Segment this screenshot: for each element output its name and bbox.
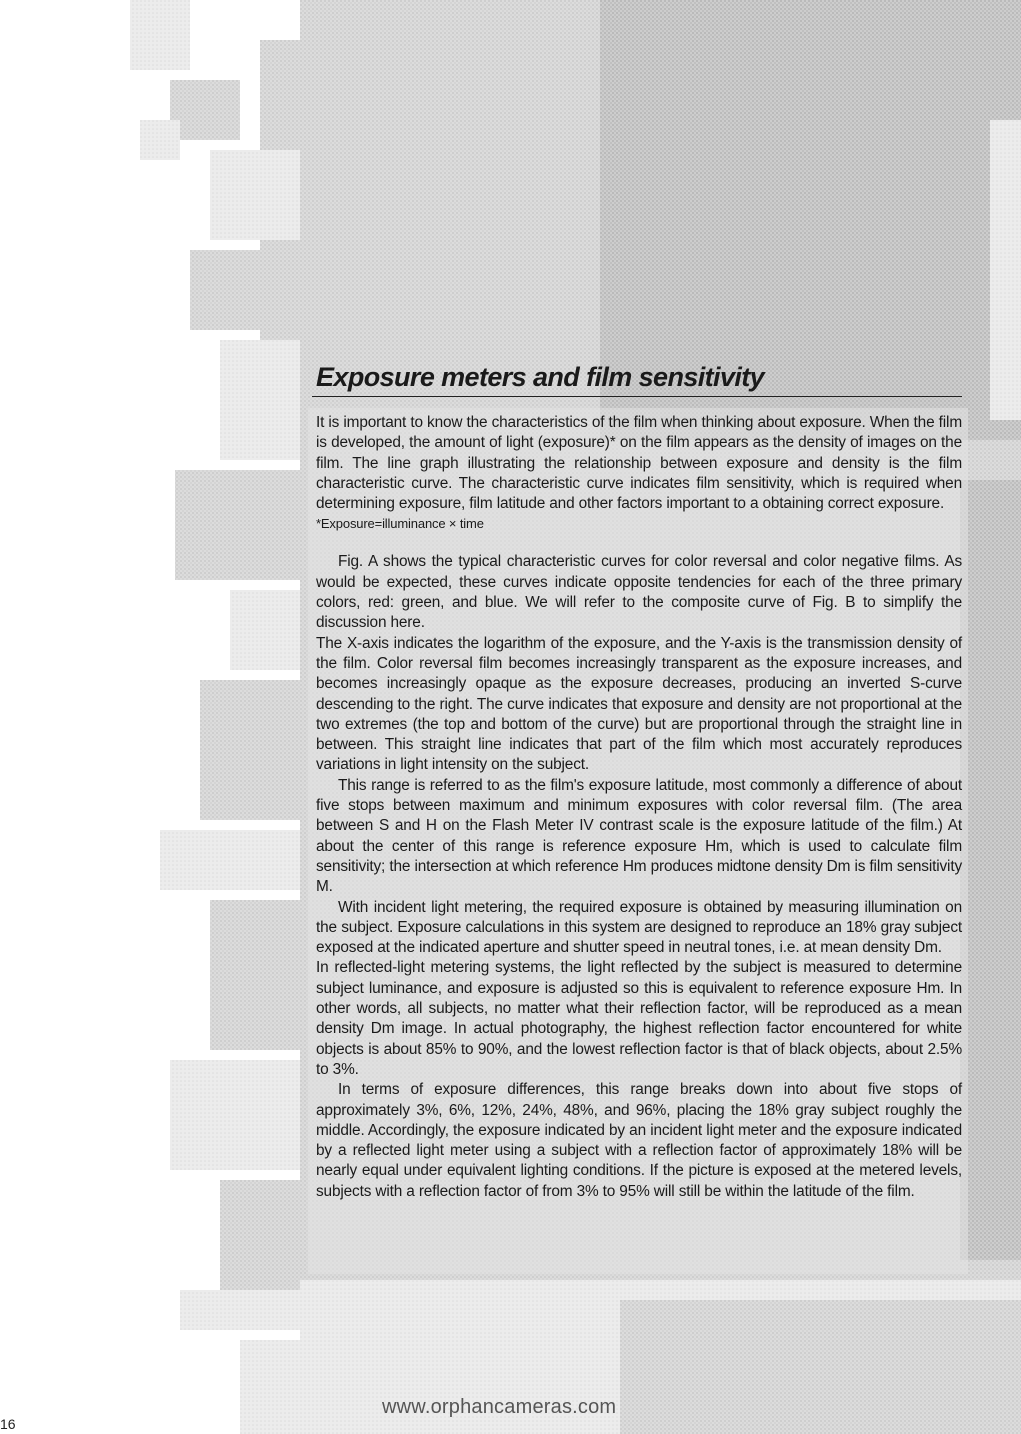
article-body	[316, 413, 962, 1202]
page-title: Exposure meters and film sensitivity	[316, 362, 765, 392]
paragraph-reflected-metering: In reflected-light metering systems, the light reflected by the subject is measured to determine subject luminance, and exposure is adjusted so this is equivalent to reference exposure Hm. In other words, all subjects, no matter what their reflection factor, will be reproduced as a mean density Dm image. In actual photography, the highest reflection factor encountered for white objects is about 85% to 90%, and the lowest reflection factor is that of black objects, about 2.5% to 3%.	[316, 959, 962, 1078]
paragraph-exposure-differences: In terms of exposure differences, this range breaks down into about five stops of approximately 3%, 6%, 12%, 24%, 48%, and 96%, placing the 18% gray subject roughly the middle. Accordingly, the exposure indicated by an incident light meter and the exposure indicated by a reflected light meter using a subject with a reflection factor of approximately 18% will be nearly equal under equivalent lighting conditions. If the picture is exposed at the metered levels, subjects with a reflection factor of from 3% to 95% will still be within the latitude of the film.	[316, 1081, 962, 1200]
title-underline	[312, 396, 962, 397]
paragraph-latitude: This range is referred to as the film's exposure latitude, most commonly a difference of about five stops between maximum and minimum exposures with color reversal film. (The area between S and H on the Flash Meter IV contrast scale is the exposure latitude of the film.) At about the center of this range is reference exposure Hm, which is used to calculate film sensitivity; the intersection at which reference Hm produces midtone density Dm is film sensitivity M.	[316, 776, 962, 896]
paragraph-intro: It is important to know the characteristics of the film when thinking about exposure. When the film is developed, the amount of light (exposure)* on the film appears as the density of images on the film. The line graph illustrating the relationship between exposure and density is the film characteristic curve. The characteristic curve indicates film sensitivity, which is required when determining exposure, film latitude and other factors important to a obtaining correct exposure.	[316, 414, 962, 513]
paragraph-fig-a: Fig. A shows the typical characteristic curves for color reversal and color negative films. As would be expected, these curves indicate opposite tendencies for each of the three primary colors, red: green, and blue. We will refer to the composite curve of Fig. B to simplify the discussion here.	[316, 553, 962, 632]
paragraph-incident-metering: With incident light metering, the required exposure is obtained by measuring illumination on the subject. Exposure calculations in this system are designed to reproduce an 18% gray subject exposed at the indicated aperture and shutter speed in neutral tones, i.e. at mean density Dm.	[316, 898, 962, 957]
title-block	[312, 360, 962, 397]
paragraph-axis: The X-axis indicates the logarithm of the exposure, and the Y-axis is the transmission density of the film. Color reversal film becomes increasingly transparent as the exposure increases, and becomes increasingly opaque as the exposure decreases, producing an inverted S-curve descending to the right. The curve indicates that exposure and density are not proportional at the two extremes (the top and bottom of the curve) but are proportional through the straight line in between. This straight line indicates that part of the film which most accurately reproduces variations in light intensity on the subject.	[316, 634, 962, 774]
website-watermark: www.orphancameras.com	[382, 1396, 617, 1418]
footnote-exposure: *Exposure=illuminance × time	[316, 516, 484, 532]
page-number: 16	[0, 1416, 16, 1432]
